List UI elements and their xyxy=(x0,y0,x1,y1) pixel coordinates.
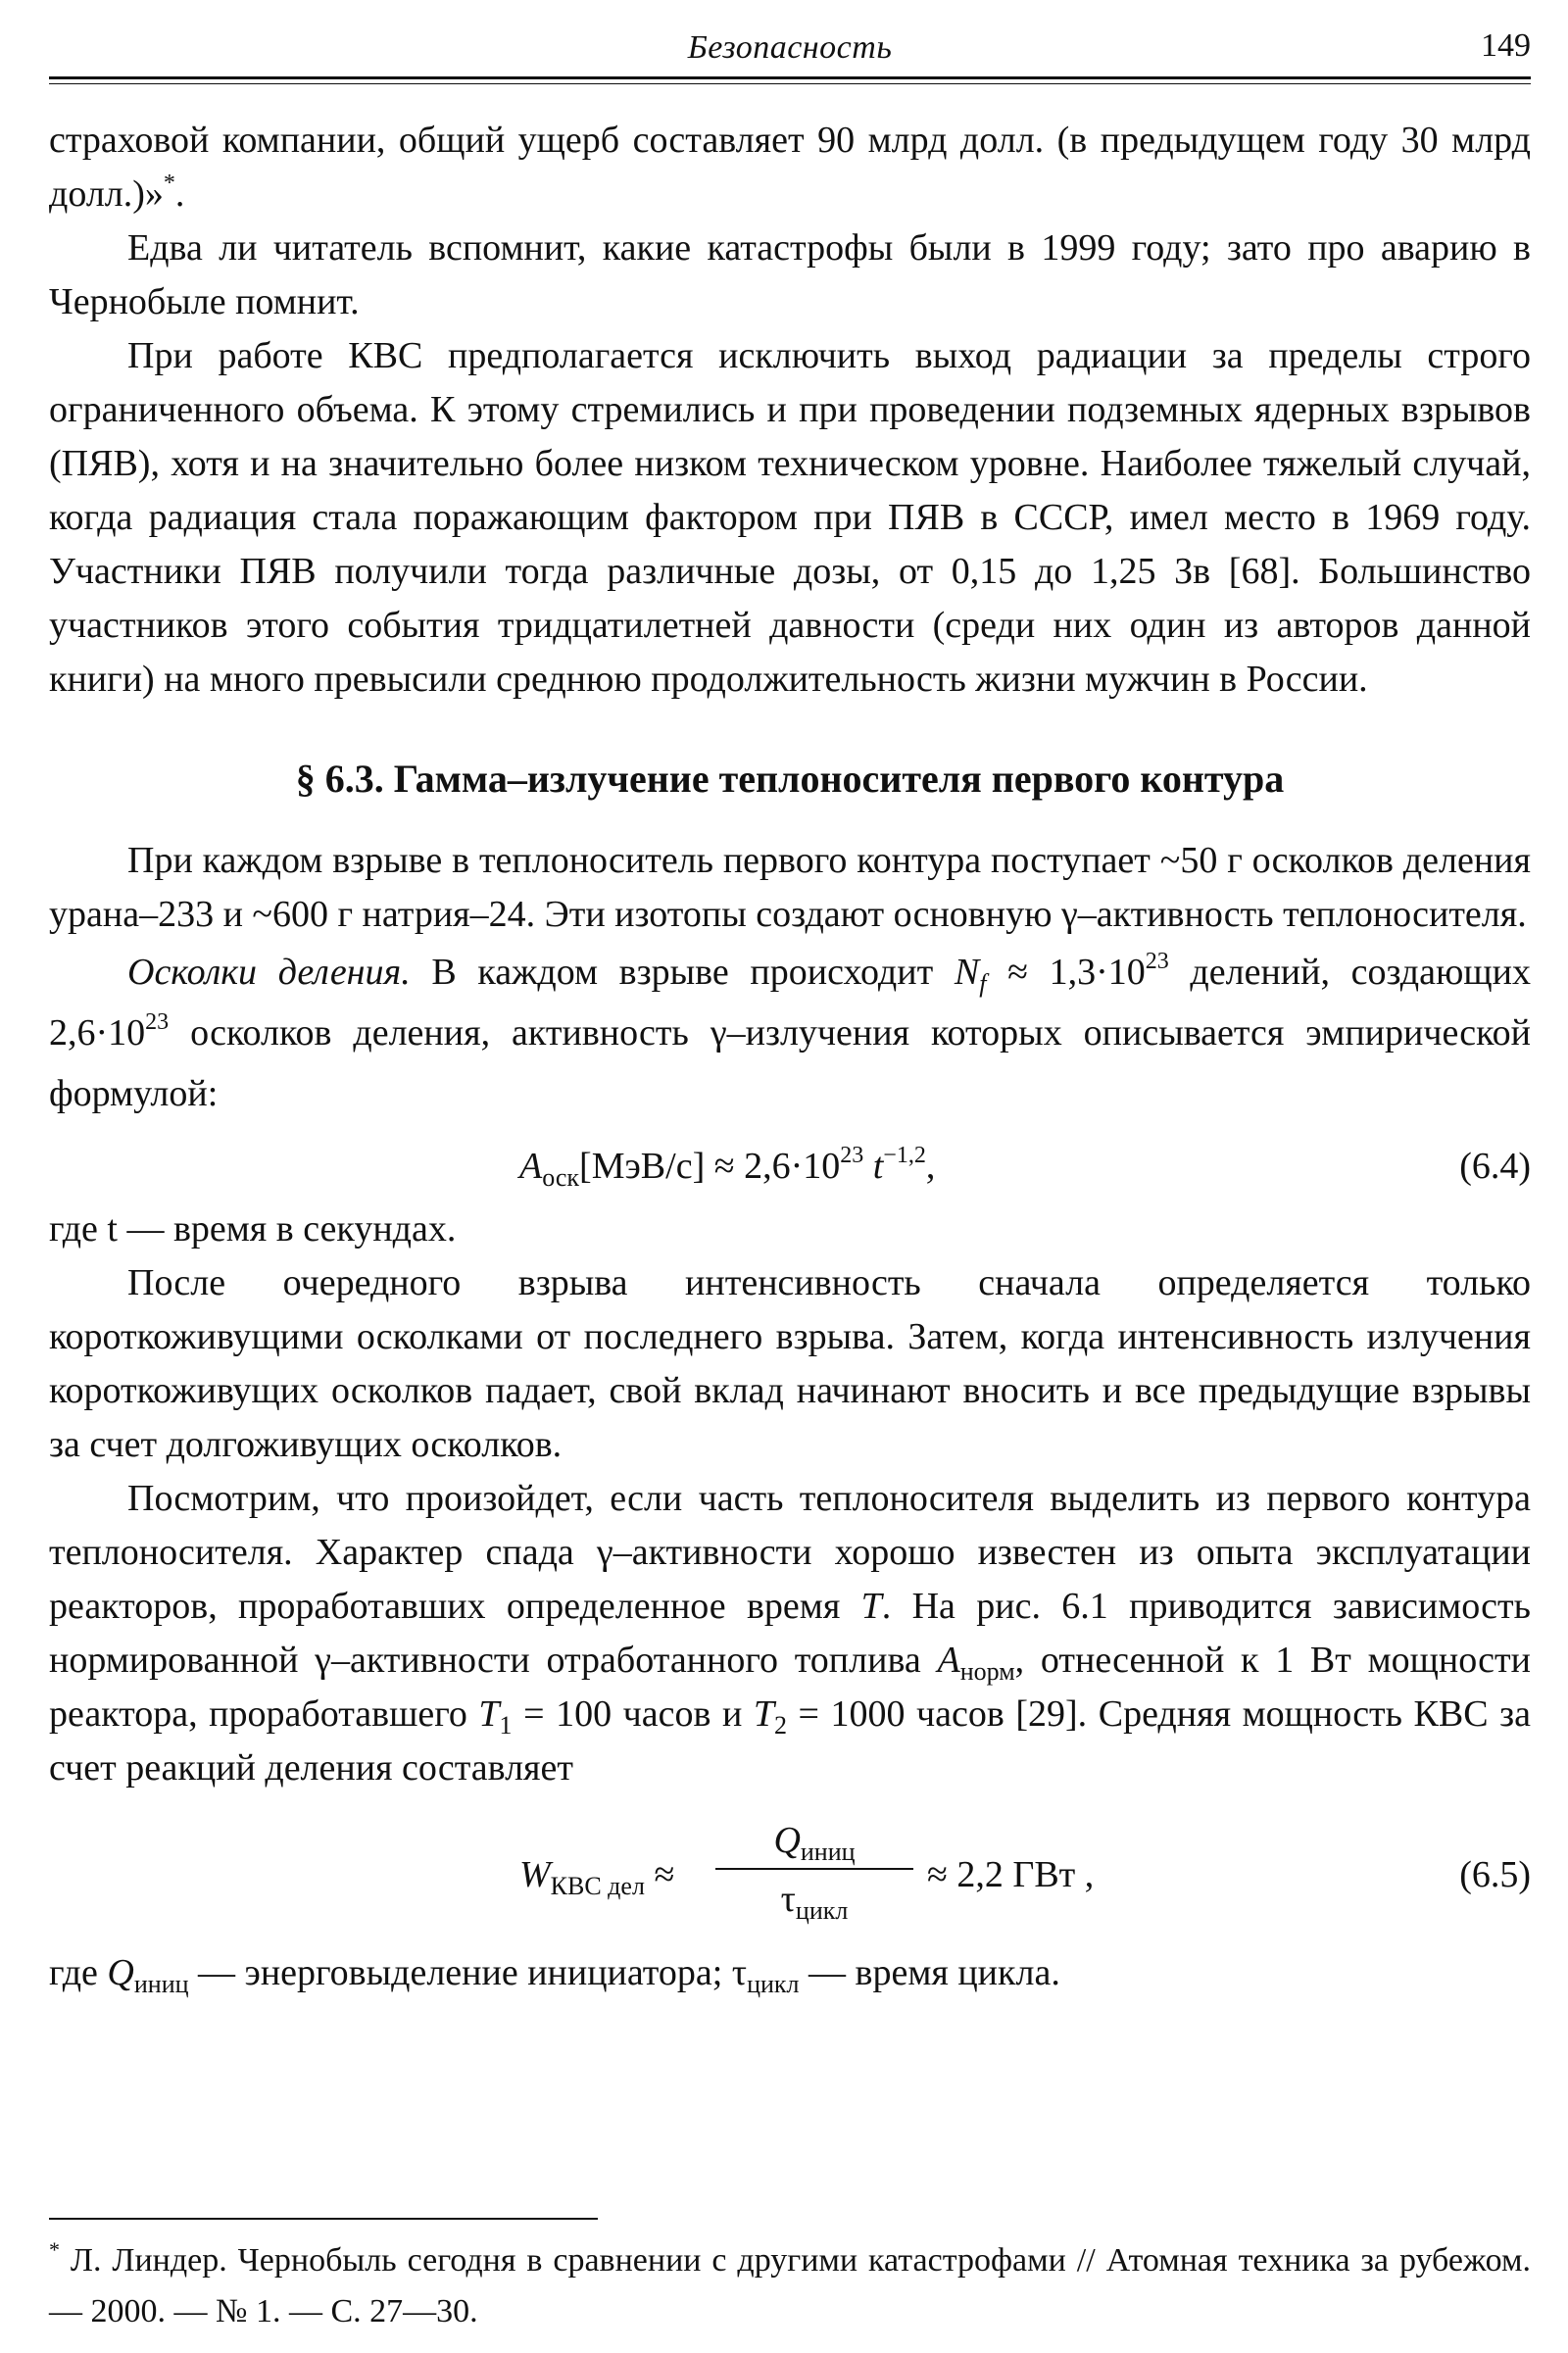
footnote-mark: * xyxy=(49,2237,60,2262)
header-rule-thick xyxy=(49,76,1531,79)
page-header xyxy=(49,25,1531,73)
equation-number-6-5: (6.5) xyxy=(1459,1854,1531,1895)
paragraph-9: где $Q_{иниц}$ — энерговыделение инициатора; $\tau_{цикл}$ — время цикла. xyxy=(49,1952,1060,1998)
section-heading: § 6.3. Гамма–излучение теплоносителя первого контура xyxy=(295,757,1285,801)
paragraph-7: После очередного взрыва интенсивность сначала определяется только короткоживущими осколками от последнего взрыва. Затем, когда интенсивность излучения короткоживущих осколков падает, свой вклад начинают вносить и все предыдущие взрывы за счет долгоживущих осколков. xyxy=(49,1262,1531,1465)
page-number: 149 xyxy=(1481,27,1531,64)
header-rule-thin xyxy=(49,83,1531,84)
fraction-bar xyxy=(715,1868,913,1870)
paragraph-1: страховой компании, общий ущерб составляет 90 млрд долл. (в предыдущем году 30 млрд долл.)»*. xyxy=(49,120,1531,215)
paragraph-4: При каждом взрыве в теплоноситель первого контура поступает ~50 г осколков деления урана–233 и ~600 г натрия–24. Эти изотопы создают основную γ–активность теплоносителя. xyxy=(49,840,1531,935)
fraction: $Q_{иниц}$ $\tau_{цикл}$ xyxy=(711,1815,917,1927)
body-text xyxy=(49,114,1531,2000)
footnote-reference: * xyxy=(163,171,175,196)
paragraph-8: Посмотрим, что произойдет, если часть теплоносителя выделить из первого контура теплоносителя. Характер спада γ–активности хорошо известен из опыта эксплуатации реакторов, проработавших определенное время T. На рис. 6.1 приводится зависимость нормированной γ–активности отработанного топлива $A_{норм}$, отнесенной к 1 Вт мощности реактора, проработавшего $T_1 = 100$ часов и $T_2 = 1000$ часов [29]. Средняя мощность КВС за счет реакций деления составляет xyxy=(49,1478,1531,1789)
formula-6-5: $W_{КВС дел}$ ≈ $Q_{иниц}$ $\tau_{цикл}$ ≈ 2,2 ГВт , (6.5) xyxy=(49,1815,1531,1933)
paragraph-5: Осколки деления. В каждом взрыве происходит $N_f \approx 1,3\cdot 10^{23}$ делений, создающих $2,6\cdot 10^{23}$ осколков деления, активность γ–излучения которых описывается эмпирической формулой: xyxy=(49,949,1531,1114)
run-in-heading: Осколки деления. xyxy=(127,952,411,993)
footnote: * Л. Линдер. Чернобыль сегодня в сравнении с другими катастрофами // Атомная техника за рубежом. — 2000. — № 1. — С. 27—30. xyxy=(49,2237,1531,2329)
footnote-rule xyxy=(49,2218,598,2220)
formula-6-4: $A_{оск}[МэВ/с] \approx 2,6\cdot 10^{23}$ $t^{-1,2}$, (6.4) xyxy=(49,1134,1531,1199)
paragraph-3: При работе КВС предполагается исключить выход радиации за пределы строго ограниченного объема. К этому стремились и при проведении подземных ядерных взрывов (ПЯВ), хотя и на значительно более низком техническом уровне. Наиболее тяжелый случай, когда радиация стала поражающим фактором при ПЯВ в СССР, имел место в 1969 году. Участники ПЯВ получили тогда различные дозы, от 0,15 до 1,25 Зв [68]. Большинство участников этого события тридцатилетней давности (среди них один из авторов данной книги) на много превысили среднюю продолжительность жизни мужчин в России. xyxy=(49,335,1531,700)
paragraph-2: Едва ли читатель вспомнит, какие катастрофы были в 1999 году; зато про аварию в Чернобыле помнит. xyxy=(49,227,1531,322)
equation-number-6-4: (6.4) xyxy=(1459,1146,1531,1187)
running-title: Безопасность xyxy=(687,29,893,66)
paragraph-6: где t — время в секундах. xyxy=(49,1208,457,1250)
